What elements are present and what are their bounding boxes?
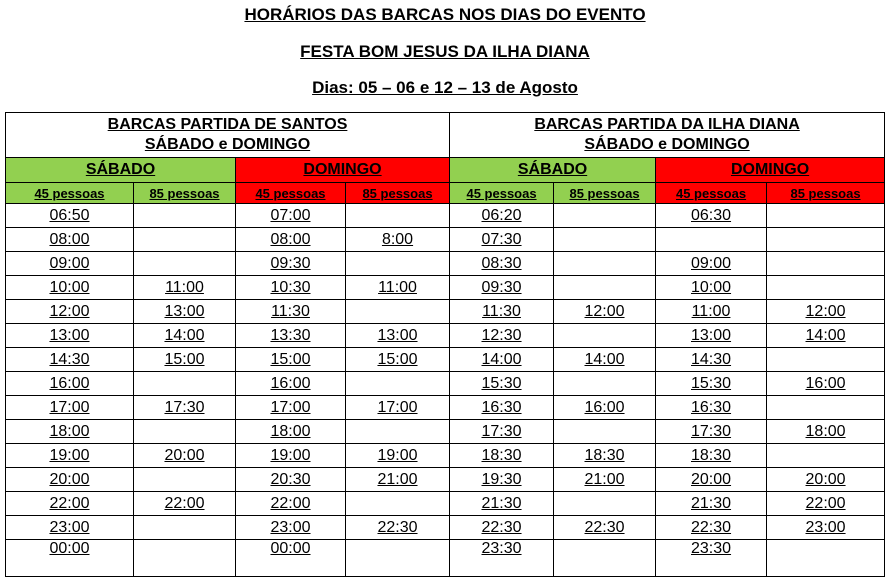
departure-time: 20:00 [691, 470, 732, 488]
santos-sat-45-cell [6, 324, 134, 348]
santos-sat-45-cell [6, 444, 134, 468]
santos-sat-45-header: 45 pessoas [6, 183, 134, 204]
santos-header-line-2: SÁBADO e DOMINGO [144, 136, 311, 153]
departure-time: 22:30 [377, 518, 418, 536]
departure-time: 22:30 [481, 518, 522, 536]
santos-header-line-1: BARCAS PARTIDA DE SANTOS [107, 116, 348, 133]
santos-sun-85-cell [346, 228, 450, 252]
table-row [6, 492, 885, 516]
ilha-sun-45-cell [656, 396, 767, 420]
departure-time: 06:20 [481, 206, 522, 224]
departure-time: 21:00 [584, 470, 625, 488]
departure-time: 12:00 [805, 302, 846, 320]
santos-sun-85-cell [346, 420, 450, 444]
ilha-sun-85-cell [767, 348, 885, 372]
santos-sun-45-cell [236, 420, 346, 444]
ilha-sat-45-cell [450, 420, 554, 444]
ilha-sun-85-cell [767, 420, 885, 444]
departure-time: 09:00 [691, 254, 732, 272]
santos-sun-85-cell [346, 396, 450, 420]
santos-sun-45-cell [236, 204, 346, 228]
santos-sun-85-cell [346, 372, 450, 396]
departure-time: 00:00 [49, 540, 90, 557]
departure-time: 12:00 [49, 302, 90, 320]
departure-time: 10:30 [270, 278, 311, 296]
ilha-sun-85-cell [767, 540, 885, 577]
ilha-sat-85-cell [554, 396, 656, 420]
ilha-sat-85-cell [554, 204, 656, 228]
santos-sat-45-cell [6, 516, 134, 540]
santos-sun-85-cell [346, 252, 450, 276]
ilha-sat-85-cell [554, 468, 656, 492]
departure-time: 17:30 [481, 422, 522, 440]
departure-time: 11:00 [378, 278, 417, 296]
ilha-sat-45-cell [450, 228, 554, 252]
departure-time: 10:00 [49, 278, 90, 296]
santos-sat-85-cell [134, 444, 236, 468]
table-row [6, 252, 885, 276]
ilha-sat-85-cell [554, 228, 656, 252]
ilha-sat-85-cell [554, 300, 656, 324]
table-row [6, 444, 885, 468]
santos-sat-85-cell [134, 228, 236, 252]
departure-time: 14:00 [584, 350, 625, 368]
departure-time: 18:30 [584, 446, 625, 464]
departure-time: 13:00 [164, 302, 205, 320]
departure-time: 15:30 [691, 374, 732, 392]
departure-time: 12:30 [481, 326, 522, 344]
santos-sat-45-cell [6, 228, 134, 252]
santos-sat-45-cell [6, 348, 134, 372]
departure-time: 16:00 [49, 374, 90, 392]
departure-time: 21:00 [377, 470, 418, 488]
table-row [6, 372, 885, 396]
ilha-sat-85-cell [554, 516, 656, 540]
santos-sun-85-cell [346, 204, 450, 228]
ilha-sun-85-cell [767, 276, 885, 300]
santos-departure-header [6, 113, 450, 158]
ilha-sat-45-cell [450, 324, 554, 348]
santos-sun-45-cell [236, 516, 346, 540]
departure-time: 19:00 [377, 446, 418, 464]
ilha-sat-45-cell [450, 468, 554, 492]
departure-time: 18:30 [481, 446, 522, 464]
departure-time: 22:30 [691, 518, 732, 536]
departure-time: 22:00 [49, 494, 90, 512]
santos-sun-45-cell [236, 228, 346, 252]
departure-time: 18:00 [805, 422, 846, 440]
ilha-sun-85-cell [767, 372, 885, 396]
departure-time: 20:00 [805, 470, 846, 488]
departure-time: 18:30 [691, 446, 732, 464]
ilha-sat-45-cell [450, 300, 554, 324]
departure-time: 17:00 [270, 398, 311, 416]
ilha-sat-45-cell [450, 492, 554, 516]
santos-sun-45-cell [236, 324, 346, 348]
departure-time: 13:00 [49, 326, 90, 344]
ilha-diana-header-line-2: SÁBADO e DOMINGO [584, 136, 750, 153]
ilha-sat-45-cell [450, 276, 554, 300]
ilha-sun-45-header: 45 pessoas [656, 183, 767, 204]
departure-time: 16:00 [805, 374, 846, 392]
table-row [6, 420, 885, 444]
departure-time: 22:00 [270, 494, 311, 512]
santos-sun-85-cell [346, 540, 450, 577]
ilha-sun-85-header: 85 pessoas [767, 183, 885, 204]
table-row [6, 300, 885, 324]
departure-time: 09:30 [481, 278, 522, 296]
departure-time: 20:00 [164, 446, 205, 464]
santos-sun-45-cell [236, 276, 346, 300]
ilha-sat-45-cell [450, 252, 554, 276]
ilha-sun-45-cell [656, 228, 767, 252]
departure-time: 06:50 [49, 206, 90, 224]
departure-time: 14:30 [49, 350, 90, 368]
departure-time: 23:30 [691, 540, 732, 557]
ilha-sat-85-cell [554, 372, 656, 396]
departure-time: 11:00 [691, 302, 731, 320]
ilha-sun-45-cell [656, 420, 767, 444]
ilha-sat-85-cell [554, 420, 656, 444]
departure-time: 08:00 [49, 230, 90, 248]
table-row [6, 204, 885, 228]
ilha-sun-45-cell [656, 324, 767, 348]
ilha-sun-85-cell [767, 228, 885, 252]
title-line-1: HORÁRIOS DAS BARCAS NOS DIAS DO EVENTO [244, 5, 646, 24]
schedule-table [5, 112, 885, 577]
departure-time: 16:30 [481, 398, 522, 416]
departure-time: 10:00 [691, 278, 732, 296]
ilha-sun-85-cell [767, 444, 885, 468]
santos-sun-45-cell [236, 252, 346, 276]
departure-time: 20:30 [270, 470, 311, 488]
ilha-sat-45-cell [450, 204, 554, 228]
santos-sat-85-cell [134, 492, 236, 516]
santos-sun-85-cell [346, 276, 450, 300]
departure-time: 07:30 [481, 230, 522, 248]
ilha-sun-45-cell [656, 540, 767, 577]
ilha-sun-85-cell [767, 468, 885, 492]
departure-time: 11:30 [271, 302, 310, 320]
santos-sun-45-cell [236, 300, 346, 324]
santos-sat-85-cell [134, 348, 236, 372]
departure-time: 23:30 [481, 540, 522, 557]
santos-sat-45-cell [6, 372, 134, 396]
ilha-sun-45-cell [656, 492, 767, 516]
ilha-diana-header-line-1: BARCAS PARTIDA DA ILHA DIANA [534, 116, 800, 133]
santos-sat-45-cell [6, 540, 134, 577]
title-line-3: Dias: 05 – 06 e 12 – 13 de Agosto [312, 78, 578, 97]
departure-time: 11:30 [482, 302, 521, 320]
santos-sat-85-cell [134, 204, 236, 228]
santos-sat-45-cell [6, 300, 134, 324]
santos-sun-45-cell [236, 540, 346, 577]
ilha-diana-departure-header [450, 113, 885, 158]
ilha-sat-85-cell [554, 324, 656, 348]
departure-time: 13:30 [270, 326, 311, 344]
ilha-sun-85-cell [767, 516, 885, 540]
santos-sat-85-cell [134, 252, 236, 276]
ilha-sat-85-cell [554, 276, 656, 300]
departure-time: 23:00 [805, 518, 846, 536]
table-row [6, 468, 885, 492]
santos-sat-45-cell [6, 252, 134, 276]
departure-time: 07:00 [270, 206, 311, 224]
departure-time: 17:00 [377, 398, 418, 416]
departure-time: 17:00 [49, 398, 90, 416]
santos-sat-85-header: 85 pessoas [134, 183, 236, 204]
santos-sat-85-cell [134, 372, 236, 396]
departure-time: 08:00 [270, 230, 311, 248]
table-row [6, 396, 885, 420]
ilha-sat-85-cell [554, 348, 656, 372]
santos-sun-45-cell [236, 396, 346, 420]
departure-time: 09:00 [49, 254, 90, 272]
ilha-sat-45-cell [450, 396, 554, 420]
santos-sat-45-cell [6, 204, 134, 228]
ilha-sun-45-cell [656, 444, 767, 468]
santos-sun-85-cell [346, 300, 450, 324]
departure-time: 20:00 [49, 470, 90, 488]
santos-sunday-header: DOMINGO [236, 158, 450, 183]
ilha-sun-45-cell [656, 276, 767, 300]
departure-time: 23:00 [270, 518, 311, 536]
santos-sun-85-header: 85 pessoas [346, 183, 450, 204]
departure-time: 17:30 [164, 398, 205, 416]
table-row [6, 348, 885, 372]
ilha-sun-85-cell [767, 396, 885, 420]
departure-time: 18:00 [270, 422, 311, 440]
departure-time: 15:30 [481, 374, 522, 392]
ilha-sun-45-cell [656, 516, 767, 540]
santos-sun-45-cell [236, 348, 346, 372]
departure-time: 19:00 [49, 446, 90, 464]
departure-time: 15:00 [270, 350, 311, 368]
departure-time: 13:00 [377, 326, 418, 344]
departure-time: 18:00 [49, 422, 90, 440]
departure-time: 00:00 [270, 540, 311, 557]
table-row [6, 228, 885, 252]
ilha-sun-45-cell [656, 468, 767, 492]
departure-time: 14:00 [164, 326, 205, 344]
santos-sun-45-cell [236, 372, 346, 396]
santos-sat-85-cell [134, 540, 236, 577]
departure-time: 21:30 [691, 494, 732, 512]
table-row [6, 540, 885, 577]
departure-time: 15:00 [377, 350, 418, 368]
santos-sun-45-cell [236, 444, 346, 468]
santos-sun-85-cell [346, 492, 450, 516]
departure-time: 17:30 [691, 422, 732, 440]
ilha-sun-45-cell [656, 348, 767, 372]
ilha-sunday-header: DOMINGO [656, 158, 885, 183]
departure-time: 14:00 [805, 326, 846, 344]
santos-sat-45-cell [6, 396, 134, 420]
santos-sat-85-cell [134, 276, 236, 300]
ilha-sat-85-cell [554, 492, 656, 516]
ilha-sun-85-cell [767, 324, 885, 348]
ilha-sun-85-cell [767, 204, 885, 228]
departure-time: 14:30 [691, 350, 732, 368]
departure-time: 22:00 [805, 494, 846, 512]
departure-time: 19:00 [270, 446, 311, 464]
ilha-saturday-header: SÁBADO [450, 158, 656, 183]
ilha-sun-45-cell [656, 300, 767, 324]
table-row [6, 276, 885, 300]
ilha-sat-45-cell [450, 444, 554, 468]
ilha-sat-45-cell [450, 372, 554, 396]
ilha-sat-85-cell [554, 252, 656, 276]
departure-time: 06:30 [691, 206, 732, 224]
ilha-sat-85-cell [554, 540, 656, 577]
ilha-sun-85-cell [767, 300, 885, 324]
departure-time: 8:00 [381, 230, 414, 248]
ilha-sat-45-cell [450, 348, 554, 372]
santos-sun-85-cell [346, 516, 450, 540]
departure-time: 16:00 [270, 374, 311, 392]
departure-time: 15:00 [164, 350, 205, 368]
santos-sun-85-cell [346, 468, 450, 492]
departure-time: 08:30 [481, 254, 522, 272]
departure-time: 23:00 [49, 518, 90, 536]
santos-sat-45-cell [6, 276, 134, 300]
ilha-sat-45-cell [450, 540, 554, 577]
santos-sun-45-header: 45 pessoas [236, 183, 346, 204]
title-line-2: FESTA BOM JESUS DA ILHA DIANA [300, 42, 590, 61]
table-row [6, 516, 885, 540]
santos-sun-45-cell [236, 492, 346, 516]
ilha-sat-85-cell [554, 444, 656, 468]
departure-time: 22:00 [164, 494, 205, 512]
ilha-sun-85-cell [767, 252, 885, 276]
departure-time: 16:00 [584, 398, 625, 416]
santos-sun-85-cell [346, 324, 450, 348]
santos-sat-45-cell [6, 420, 134, 444]
departure-time: 21:30 [481, 494, 522, 512]
santos-sun-45-cell [236, 468, 346, 492]
santos-sun-85-cell [346, 348, 450, 372]
ilha-sun-45-cell [656, 204, 767, 228]
ilha-sun-45-cell [656, 372, 767, 396]
santos-sat-85-cell [134, 420, 236, 444]
santos-sat-85-cell [134, 324, 236, 348]
departure-time: 16:30 [691, 398, 732, 416]
departure-time: 14:00 [481, 350, 522, 368]
departure-time: 12:00 [584, 302, 625, 320]
santos-sat-85-cell [134, 396, 236, 420]
ilha-sat-85-header: 85 pessoas [554, 183, 656, 204]
santos-sat-85-cell [134, 300, 236, 324]
table-row [6, 324, 885, 348]
departure-time: 22:30 [584, 518, 625, 536]
ilha-sun-85-cell [767, 492, 885, 516]
santos-sun-85-cell [346, 444, 450, 468]
departure-time: 11:00 [165, 278, 204, 296]
santos-saturday-header: SÁBADO [6, 158, 236, 183]
santos-sat-85-cell [134, 468, 236, 492]
departure-time: 13:00 [691, 326, 732, 344]
ilha-sat-45-cell [450, 516, 554, 540]
ilha-sun-45-cell [656, 252, 767, 276]
santos-sat-85-cell [134, 516, 236, 540]
santos-sat-45-cell [6, 468, 134, 492]
ilha-sat-45-header: 45 pessoas [450, 183, 554, 204]
departure-time: 09:30 [270, 254, 311, 272]
departure-time: 19:30 [481, 470, 522, 488]
santos-sat-45-cell [6, 492, 134, 516]
